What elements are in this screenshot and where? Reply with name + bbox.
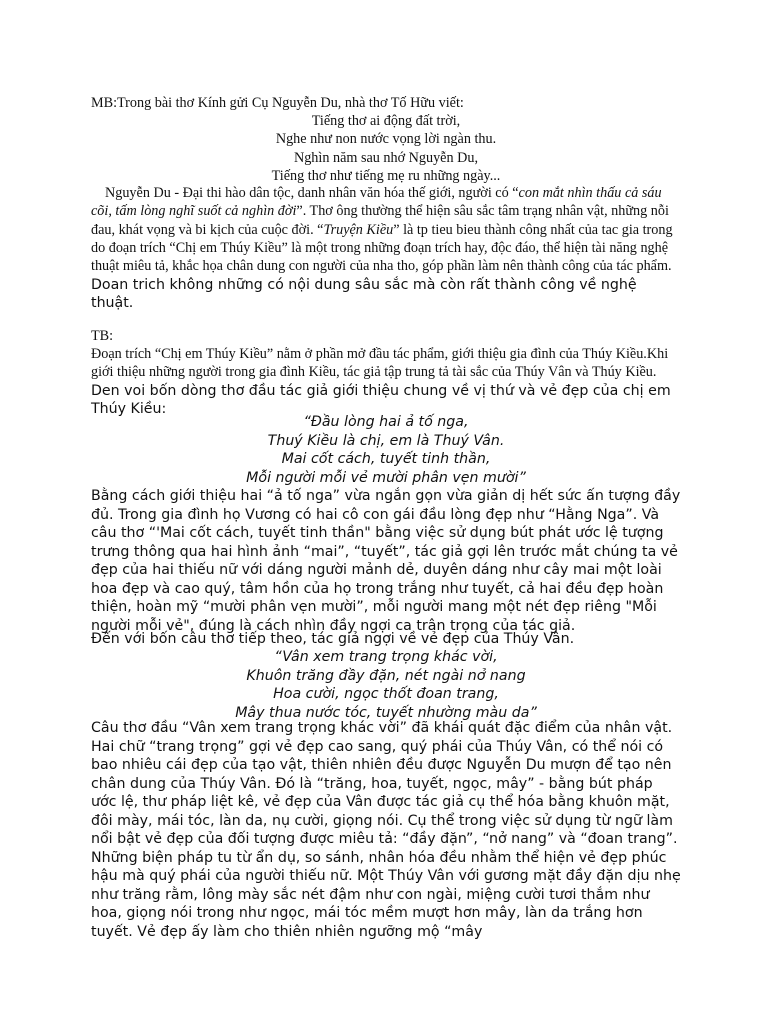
- poem-line: Hoa cười, ngọc thốt đoan trang,: [273, 686, 499, 702]
- tb-paragraph-2: Đến với bốn câu thơ tiếp theo, tác giả ngợi về vẻ đẹp của Thúy Vân.: [91, 631, 575, 647]
- tb-paragraph-1: Bằng cách giới thiệu hai “ả tố nga” vừa ngắn gọn vừa giản dị hết sức ấn tượng đầy đủ. Trong gia đình họ Vương có hai cô con gái đầu lòng đẹp như “Hằng Nga”. Và câu thơ “'Mai cốt cách, tuyết tinh thần" bằng việc sử dụng bút phát ước lệ tượng trưng thông qua hai hình ảnh “mai”, “tuyết”, tác giả gợi lên trước mắt chúng ta vẻ đẹp của hai thiếu nữ với dáng người mảnh dẻ, duyên dáng như cây mai một loài hoa đẹp và cao quý, tâm hồn của họ trong trắng như tuyết, cả hai đều đẹp hoàn thiện, hoàn mỹ “mười phân vẹn mười”, mỗi người mang một nét đẹp riêng "Mỗi người mỗi vẻ", đúng là cách nhìn đầy ngợi ca trân trọng của tác giả.: [91, 488, 681, 634]
- poem-line: Khuôn trăng đầy đặn, nét ngài nở nang: [246, 667, 526, 684]
- mb-intro-line: MB:Trong bài thơ Kính gửi Cụ Nguyễn Du, nhà thơ Tố Hữu viết:: [91, 95, 464, 111]
- tb-paragraph-3: Câu thơ đầu “Vân xem trang trọng khác vời” đã khái quát đặc điểm của nhân vật. Hai chữ “trang trọng” gợi vẻ đẹp cao sang, quý phái của Thúy Vân, có thể nói có bao nhiêu cái đẹp của tạo vật, thiên nhiên đều được Nguyễn Du mượn để tạo nên chân dung của Thúy Vân. Đó là “trăng, hoa, tuyết, ngọc, mây” - bằng bút pháp ước lệ, thư pháp liệt kê, vẻ đẹp của Vân được tác giả cụ thể hóa bằng khuôn mặt, đôi mày, mái tóc, làn da, nụ cười, giọng nói. Cụ thể trong việc sử dụng từ ngữ làm nổi bật vẻ đẹp của đối tượng được miêu tả: “đầy đặn”, “nở nang” và “đoan trang”. Những biện pháp tu từ ẩn dụ, so sánh, nhân hóa đều nhằm thể hiện vẻ đẹp phúc hậu mà quý phái của người thiếu nữ. Một Thúy Vân với gương mặt đầy đặn dịu nhẹ như trăng rằm, lông mày sắc nét đậm như con ngài, miệng cười tươi thắm như hoa, giọng nói trong như ngọc, mái tóc mềm mượt hơn mây, làn da trắng hơn tuyết. Vẻ đẹp ấy làm cho thiên nhiên ngưỡng mộ “mây: [91, 720, 681, 940]
- tb-label: TB:: [91, 328, 114, 344]
- tb-poem-1: [91, 413, 681, 487]
- poem-line: “Vân xem trang trọng khác vời,: [274, 649, 498, 665]
- para-sans-text: Den voi bốn dòng thơ đầu tác giả giới thiệu chung về vị thứ và vẻ đẹp của chị em Thúy Kiều:: [91, 382, 671, 418]
- poem-line: Tiếng thơ như tiếng mẹ ru những ngày...: [271, 167, 501, 184]
- poem-line: Tiếng thơ ai động đất trời,: [311, 113, 461, 129]
- poem-line: Nghe như non nước vọng lời ngàn thu.: [275, 131, 497, 148]
- mb-paragraph: [91, 184, 681, 313]
- mb-poem: [91, 112, 681, 185]
- para-text: Nguyễn Du - Đại thi hào dân tộc, danh nhân văn hóa thế giới, người có “: [105, 185, 519, 201]
- poem-line: Thuý Kiều là chị, em là Thuý Vân.: [267, 432, 505, 449]
- poem-line: “Đầu lòng hai ả tố nga,: [303, 414, 469, 430]
- para-text: ”. Thơ ông thường thể hiện sâu sắc tâm trạng nhân vật, những nỗi đau, khát vọng và bi kịch của cuộc đời. “: [91, 203, 669, 238]
- para-text: Đoạn trích “Chị em Thúy Kiều” nằm ở phần mở đầu tác phẩm, giới thiệu gia đình của Thúy Kiều.Khi giới thiệu những người trong gia đình Kiều, tác giả tập trung tả tài sắc của Thúy Vân và Thúy Kiều.: [91, 346, 669, 381]
- para-sans-text: Doan trich không những có nội dung sâu sắc mà còn rất thành công về nghệ thuật.: [91, 276, 637, 312]
- tb-intro-paragraph: [91, 345, 681, 419]
- poem-line: Mai cốt cách, tuyết tinh thần,: [281, 451, 491, 467]
- poem-line: Mỗi người mỗi vẻ mười phân vẹn mười”: [246, 469, 526, 486]
- para-quote: con mắt nhìn thấu cả sáu cõi, tấm lòng nghĩ suốt cả nghìn đời: [91, 185, 662, 220]
- tb-poem-2: [91, 648, 681, 722]
- poem-line: Nghìn năm sau nhớ Nguyễn Du,: [293, 149, 479, 166]
- poem-line: Mây thua nước tóc, tuyết nhường màu da”: [235, 704, 537, 721]
- para-text: ” là tp tieu bieu thành công nhất của tac gia trong do đoạn trích “Chị em Thúy Kiều” là một trong những đoạn trích hay, độc đáo, thể hiện tài năng nghệ thuật miêu tả, khắc họa chân dung con người của nha tho, góp phần làm nên thành công của tác phẩm.: [91, 221, 673, 275]
- work-title: Truyện Kiều: [323, 221, 394, 238]
